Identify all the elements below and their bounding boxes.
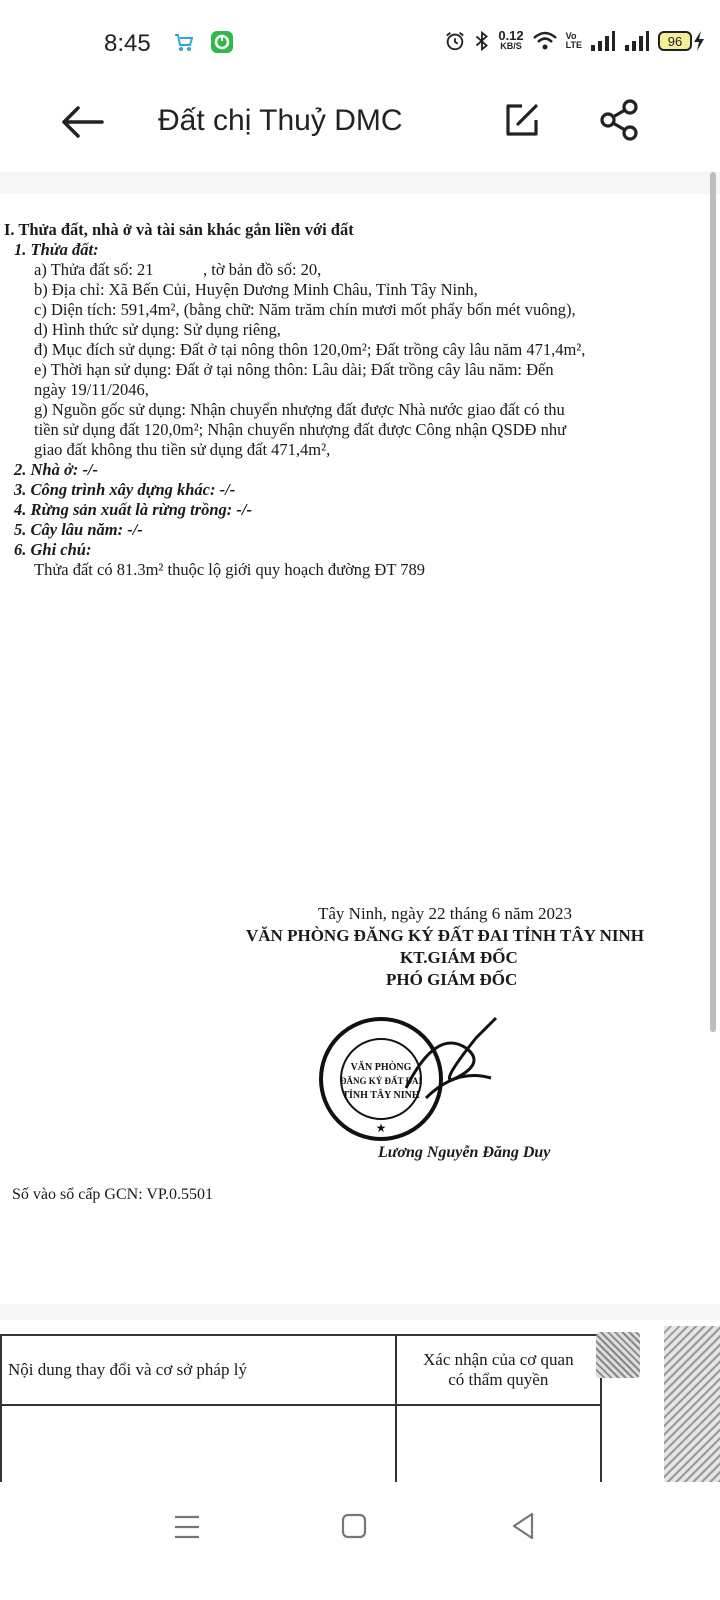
table-cell <box>396 1405 601 1482</box>
table-row <box>1 1405 601 1482</box>
back-icon[interactable] <box>508 1510 540 1542</box>
table-header-confirmation <box>396 1335 601 1405</box>
navigation-bar <box>0 1482 720 1600</box>
battery-indicator <box>658 30 706 52</box>
network-speed <box>498 30 523 52</box>
confirmation-line-2: có thẩm quyền <box>448 1370 549 1389</box>
page-title: Đất chị Thuỷ DMC <box>158 104 403 137</box>
item-5: 5. Cây lâu năm: -/- <box>14 520 143 539</box>
table-row <box>1 1335 601 1405</box>
svg-text:TỈNH TÂY NINH: TỈNH TÂY NINH <box>342 1090 420 1101</box>
app-store-icon <box>172 30 196 54</box>
back-button[interactable] <box>58 98 106 146</box>
confirmation-line-1: Xác nhận của cơ quan <box>423 1350 574 1369</box>
volte-indicator <box>566 32 582 50</box>
document-page <box>0 194 720 1304</box>
item-3: 3. Công trình xây dựng khác: -/- <box>14 480 236 499</box>
sign-office: VĂN PHÒNG ĐĂNG KÝ ĐẤT ĐAI TỈNH TÂY NINH <box>246 926 644 945</box>
edit-icon <box>502 100 542 140</box>
sign-date: Tây Ninh, ngày 22 tháng 6 năm 2023 <box>318 904 573 923</box>
alarm-icon <box>444 30 466 52</box>
status-time: 8:45 <box>104 30 151 57</box>
svg-text:ĐĂNG KÝ ĐẤT ĐAI: ĐĂNG KÝ ĐẤT ĐAI <box>339 1076 423 1086</box>
home-icon[interactable] <box>338 1510 370 1542</box>
battery-level: 96 <box>658 31 692 51</box>
detail-line-a: a) Thửa đất số: 21 , tờ bản đồ số: 20, <box>34 260 322 279</box>
vpn-icon <box>210 30 234 54</box>
app-header <box>0 72 720 172</box>
item-1-title: 1. Thửa đất: <box>14 240 99 259</box>
signal-icon-2 <box>624 30 650 52</box>
charging-icon <box>692 30 706 52</box>
detail-line-dd: đ) Mục đích sử dụng: Đất ở tại nông thôn 120,0m²; Đất trồng cây lâu năm 471,4m², <box>34 340 586 359</box>
document-text <box>4 220 704 580</box>
detail-line-g-cont2: giao đất không thu tiền sử dụng đất 471,4m², <box>34 440 331 459</box>
signer-name: Lương Nguyễn Đăng Duy <box>378 1144 551 1161</box>
bluetooth-icon <box>474 30 490 52</box>
changes-table <box>0 1334 602 1482</box>
svg-text:★: ★ <box>375 1121 387 1135</box>
network-speed-unit: KB/S <box>500 41 522 51</box>
signal-icon <box>590 30 616 52</box>
share-button[interactable] <box>598 98 646 146</box>
wifi-icon <box>532 30 558 52</box>
volte-top: Vo <box>565 31 577 41</box>
item-6: 6. Ghi chú: <box>14 540 92 559</box>
share-icon <box>598 98 642 142</box>
edit-button[interactable] <box>502 100 546 144</box>
sign-kt: KT.GIÁM ĐỐC <box>400 948 518 967</box>
document-scrollbar[interactable] <box>710 172 716 1032</box>
decorative-border <box>596 1332 640 1378</box>
status-notification-icons <box>172 30 234 54</box>
recent-apps-icon[interactable] <box>172 1512 202 1542</box>
item-4: 4. Rừng sản xuất là rừng trồng: -/- <box>14 500 252 519</box>
detail-line-g-cont1: tiền sử dụng đất 120,0m²; Nhận chuyển nhượng đất được Công nhận QSDĐ như <box>34 420 567 439</box>
svg-text:VĂN PHÒNG: VĂN PHÒNG <box>350 1062 412 1073</box>
detail-line-c: c) Diện tích: 591,4m², (bằng chữ: Năm trăm chín mươi mốt phẩy bốn mét vuông), <box>34 300 576 319</box>
document-page-2 <box>0 1326 720 1482</box>
volte-bottom: LTE <box>565 40 582 50</box>
decorative-border <box>664 1326 720 1482</box>
gcn-number: Số vào sổ cấp GCN: VP.0.5501 <box>12 1186 214 1203</box>
sign-title: PHÓ GIÁM ĐỐC <box>386 970 518 989</box>
table-header-content: Nội dung thay đổi và cơ sở pháp lý <box>1 1335 396 1405</box>
handwritten-signature <box>396 1008 506 1118</box>
table-cell <box>1 1405 396 1482</box>
detail-line-d: d) Hình thức sử dụng: Sử dụng riêng, <box>34 320 281 339</box>
note-line: Thửa đất có 81.3m² thuộc lộ giới quy hoạch đường ĐT 789 <box>34 560 426 579</box>
network-speed-value: 0.12 <box>498 28 524 43</box>
section-title: I. Thửa đất, nhà ở và tài sản khác gắn liền với đất <box>4 220 354 239</box>
detail-line-b: b) Địa chỉ: Xã Bến Củi, Huyện Dương Minh Châu, Tỉnh Tây Ninh, <box>34 280 478 299</box>
back-arrow-icon <box>60 106 104 138</box>
status-system-icons <box>444 30 706 52</box>
detail-line-e: e) Thời hạn sử dụng: Đất ở tại nông thôn: Lâu dài; Đất trồng cây lâu năm: Đến <box>34 360 554 379</box>
item-2: 2. Nhà ở: -/- <box>14 460 99 479</box>
detail-line-e-cont: ngày 19/11/2046, <box>34 380 149 399</box>
status-bar <box>0 0 720 72</box>
detail-line-g: g) Nguồn gốc sử dụng: Nhận chuyển nhượng đất được Nhà nước giao đất có thu <box>34 400 565 419</box>
document-viewer[interactable] <box>0 172 720 1320</box>
